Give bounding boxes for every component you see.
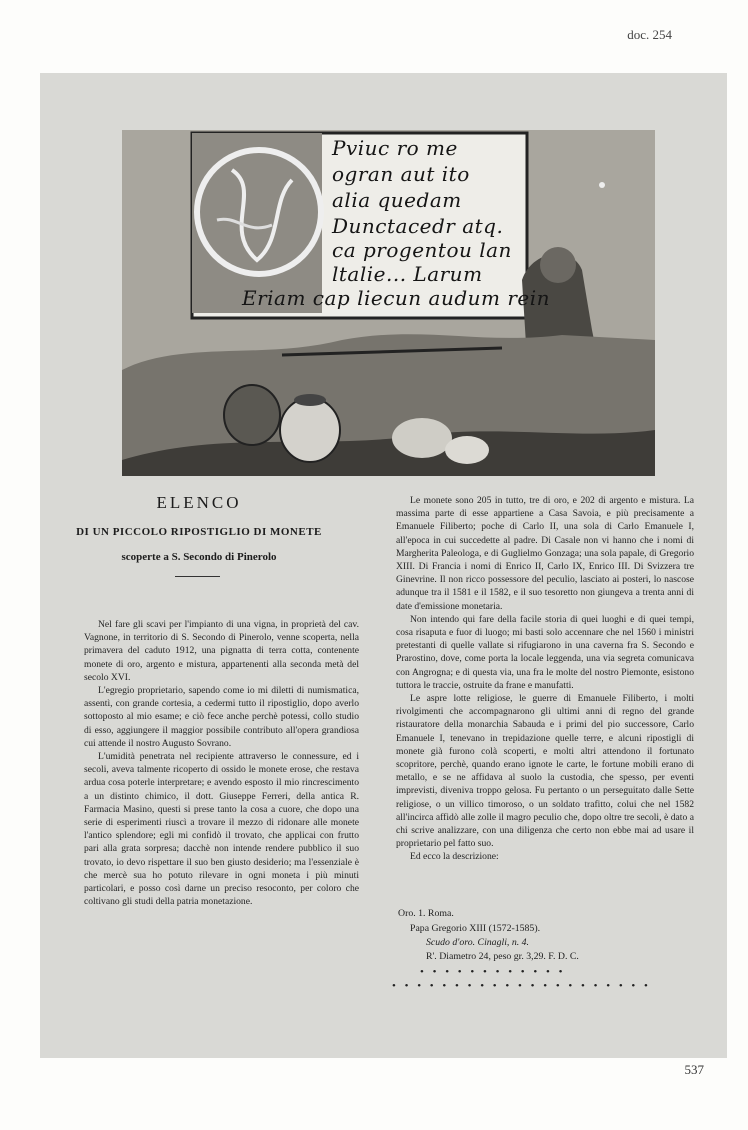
script-line: ltalie... Larum	[332, 262, 483, 286]
catalogue-line: Papa Gregorio XIII (1572-1585).	[410, 923, 541, 934]
script-line: Eriam cap liecun audum rein	[242, 286, 551, 310]
script-line: Dunctacedr atq.	[332, 214, 504, 238]
left-column	[84, 618, 359, 908]
paragraph: Le aspre lotte religiose, le guerre di Emanuele Filiberto, i molti rivolgimenti che accompagnarono gli ultimi anni di regno del grande ristauratore della monarchia Sabauda e i primi del pio successore, Carlo Emanuele I, tenevano in trepidazione quelle terre, e alcuni ripostigli di monete già furono colà scoperti, e molti altri attendono il fortunato scopritore, perchè, quando erano ignote le carte, le fortune mobili erano di metallo, e se ne affidava al suolo la custodia, che spesso, per eventi imprevisti, diveniva troppo gelosa. Fu pertanto o un perseguitato dalle Sette religiose, o un villico timoroso, o un soldato trafitto, colui che nel 1582 all'incirca affidò alle zolle il magro peculio che, dopo oltre tre secoli, è dato a chi scrive analizzare, con una diligenza che certo non ebbe mai ad usare il proprietario pel fatto suo.	[396, 693, 694, 850]
illuminated-manuscript-illustration	[122, 130, 655, 476]
paragraph: L'umidità penetrata nel recipiente attraverso le connessure, ed i secoli, aveva talmente ricoperto di ossido le monete erose, che restava ardua cosa poterle interpretare; e avendo esposto il mio rincrescimento a un distinto chimico, il dott. Giuseppe Ferreri, della antica R. Farmacia Masino, questi si prese tanto la cosa a cuore, che dopo una serie di esperimenti riuscì a trovare il mezzo di ridonare alle monete l'antico splendore; egli mi confidò il trovato, che applicai con frutto pari alla grata sorpresa; dacchè non intende rendere pubblico il suo trovato, io devo rispettare il suo ben giusto desiderio; ma l'essenziale è che mercè sua ho potuto rilevare in ogni moneta i più minuti particolari, e posso così darne un preciso resoconto, per coloro che coltivano gli studi della patria monetazione.	[84, 751, 359, 908]
paragraph: Nel fare gli scavi per l'impianto di una vigna, in proprietà del cav. Vagnone, in territorio di S. Secondo di Pinerolo, venne scoperta, nella primavera del caduto 1912, una pignatta di terra cotta, contenente monete di oro, argento e mistura, appartenenti alla seconda metà del secolo XVI.	[84, 619, 359, 683]
article-subtitle: DI UN PICCOLO RIPOSTIGLIO DI MONETE	[76, 526, 322, 538]
catalogue-heading: Oro. 1. Roma.	[398, 908, 454, 919]
catalogue-line: Scudo d'oro. Cinagli, n. 4.	[426, 937, 529, 948]
right-column	[396, 494, 694, 864]
document-reference: doc. 254	[627, 27, 672, 42]
article-title: ELENCO	[156, 493, 242, 512]
title-rule	[175, 576, 220, 577]
page-number: 537	[684, 1062, 704, 1077]
article-place: scoperte a S. Secondo di Pinerolo	[121, 551, 277, 563]
script-line: Pviuc ro me	[332, 136, 458, 160]
script-line: ogran aut ito	[332, 162, 470, 186]
paragraph: L'egregio proprietario, sapendo come io mi diletti di numismatica, assentì, con grande cortesia, a cedermi tutto il ripostiglio, dopo averlo sottoposto al mio esame; e ciò fece anche perchè potessi, collo studio di esso, aggiungere il maggior possibile contributo all'opera grandiosa cui attende il nostro Augusto Sovrano.	[84, 685, 359, 749]
paragraph: Ed ecco la descrizione:	[410, 851, 499, 863]
script-line: ca progentou lan	[332, 238, 512, 262]
script-line: alia quedam	[332, 188, 462, 212]
dot-leader: • • • • • • • • • • • • • • • • • • • • •	[392, 980, 651, 992]
scanned-page	[40, 73, 727, 1058]
paragraph: Le monete sono 205 in tutto, tre di oro, e 202 di argento e mistura. La massima parte di esse appartiene a Casa Savoia, e più precisamente a Emanuele Filiberto; poche di Carlo II, una sola di Carlo Emanuele I, all'epoca in cui succedette al padre. Di Casale non vi hanno che i nomi di Margherita Paleologa, e di Guglielmo Gonzaga; una sola papale, di Gregorio XIII. Di Francia i nomi di Enrico II, Carlo IX, Enrico III. Di Svizzera tre Ginevrine. Il non ricco possessore del peculio, lasciato ai posteri, lo nascose adunque tra il 1581 e il 1582, e il suo tesoretto non giungeva a trenta anni di date d'emissione monetaria.	[396, 495, 694, 612]
dot-leader: • • • • • • • • • • • •	[420, 966, 566, 978]
paragraph: Non intendo qui fare della facile storia di quei luoghi e di quei tempi, cosa risaputa e fuor di luogo; mi basti solo accennare che nel 1560 i ministri pretestanti di quelle vallate si rifugiarono in una caverna fra S. Secondo e Prarostino, dove, come porta la locale leggenda, una via segreta comunicava con Angrogna; e di questa via, una fra le molte del nostro Piemonte, esistono tuttora le traccie, ostruite da frane e manufatti.	[396, 613, 694, 691]
catalogue-line: R'. Diametro 24, peso gr. 3,29. F. D. C.	[426, 951, 579, 962]
